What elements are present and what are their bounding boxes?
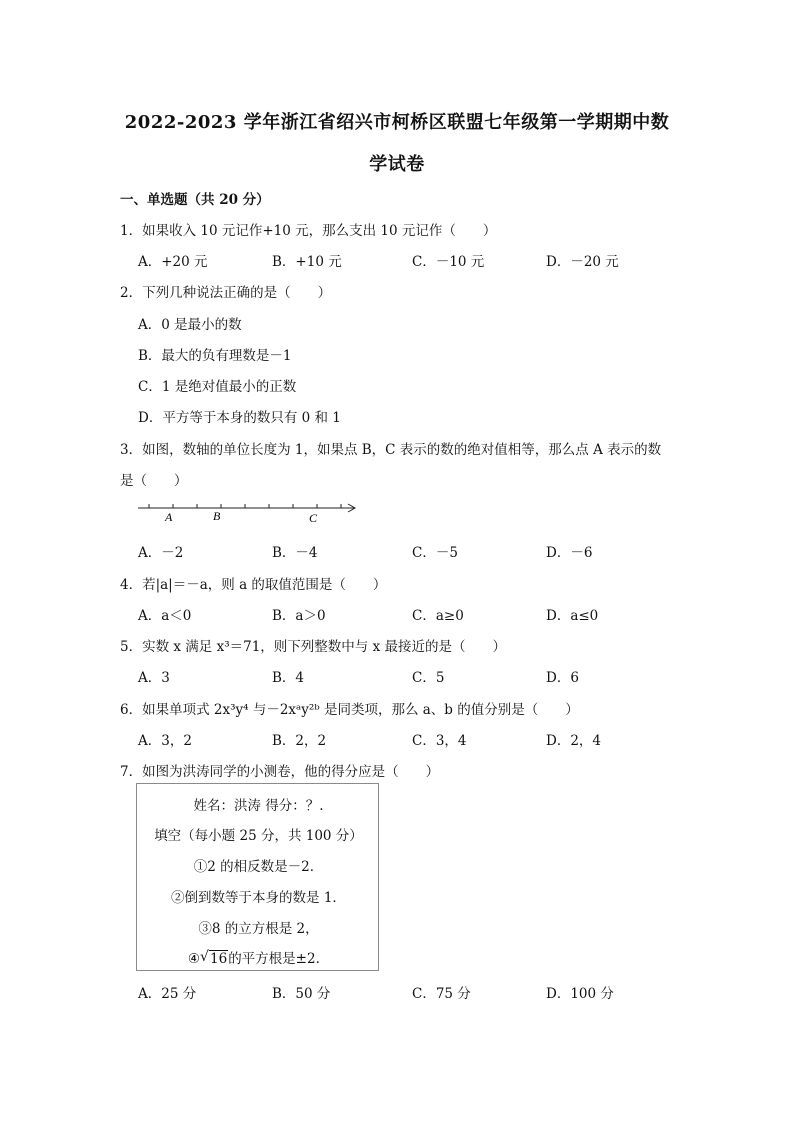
quiz-item-4-suffix: 的平方根是±2．: [228, 951, 330, 967]
sqrt-symbol: √ 16: [200, 949, 228, 967]
q3-option-b: B．－4: [272, 545, 318, 561]
number-line-figure: [136, 498, 362, 528]
question-5-stem: 5．实数 x 满足 x³＝71，则下列整数中与 x 最接近的是（ ）: [120, 639, 506, 655]
q6-option-b: B．2，2: [272, 733, 327, 749]
q4-option-c: C．a≥0: [412, 608, 464, 624]
q6-option-d: D．2，4: [546, 733, 602, 749]
question-3-stem-line1: 3．如图，数轴的单位长度为 1，如果点 B，C 表示的数的绝对值相等，那么点 A 表示的数: [120, 442, 662, 458]
q4-option-d: D．a≤0: [546, 608, 599, 624]
q1-option-c: C．－10 元: [412, 254, 485, 270]
question-2-stem: 2．下列几种说法正确的是（ ）: [120, 285, 332, 301]
q1-option-a: A．+20 元: [138, 254, 208, 270]
quiz-item-2: ②倒到数等于本身的数是 1．: [171, 890, 346, 906]
question-3-stem-line2: 是（ ）: [120, 473, 188, 489]
axis-label-c: C: [309, 511, 318, 525]
q7-option-a: A．25 分: [138, 986, 197, 1002]
q5-option-d: D．6: [546, 670, 579, 686]
page-title-line1: 2022-2023 学年浙江省绍兴市柯桥区联盟七年级第一学期期中数: [124, 112, 670, 133]
question-6-stem: 6．如果单项式 2x³y⁴ 与－2xᵃy²ᵇ 是同类项，那么 a、b 的值分别是（ ）: [120, 702, 579, 718]
quiz-instruction: 填空（每小题 25 分，共 100 分）: [154, 828, 363, 844]
quiz-name-line: 姓名：洪涛 得分：？.: [193, 798, 324, 814]
quiz-item-3: ③8 的立方根是 2，: [198, 921, 319, 937]
q2-option-b: B．最大的负有理数是－1: [138, 348, 292, 364]
quiz-item-4-prefix: ④: [187, 951, 200, 967]
q7-option-d: D．100 分: [546, 986, 614, 1002]
q3-option-d: D．－6: [546, 545, 593, 561]
q7-option-b: B．50 分: [272, 986, 331, 1002]
quiz-item-1: ①2 的相反数是－2．: [193, 859, 324, 875]
quiz-paper-figure: [136, 783, 379, 971]
q5-option-a: A．3: [138, 670, 170, 686]
q7-option-c: C．75 分: [412, 986, 471, 1002]
page-title-line2: 学试卷: [369, 154, 425, 175]
q6-option-a: A．3，2: [138, 733, 192, 749]
q5-option-c: C．5: [412, 670, 445, 686]
section-heading: 一、单选题（共 20 分）: [120, 192, 270, 208]
q3-option-c: C．－5: [412, 545, 458, 561]
axis-label-a: A: [165, 510, 173, 524]
question-4-stem: 4．若|a|＝－a，则 a 的取值范围是（ ）: [120, 577, 387, 593]
q4-option-a: A．a＜0: [138, 608, 192, 624]
question-1-stem: 1．如果收入 10 元记作+10 元，那么支出 10 元记作（ ）: [120, 223, 497, 239]
axis-label-b: B: [213, 509, 221, 523]
q2-option-d: D．平方等于本身的数只有 0 和 1: [138, 410, 341, 426]
q1-option-d: D．－20 元: [546, 254, 619, 270]
q6-option-c: C．3，4: [412, 733, 467, 749]
q2-option-c: C．1 是绝对值最小的正数: [138, 379, 297, 395]
q2-option-a: A．0 是最小的数: [138, 317, 242, 333]
question-7-stem: 7．如图为洪涛同学的小测卷，他的得分应是（ ）: [120, 764, 440, 780]
q5-option-b: B．4: [272, 670, 305, 686]
q3-option-a: A．－2: [138, 545, 184, 561]
q4-option-b: B．a＞0: [272, 608, 326, 624]
quiz-item-4-radicand: 16: [210, 951, 228, 967]
quiz-item-4: [137, 947, 380, 967]
q1-option-b: B．+10 元: [272, 254, 342, 270]
